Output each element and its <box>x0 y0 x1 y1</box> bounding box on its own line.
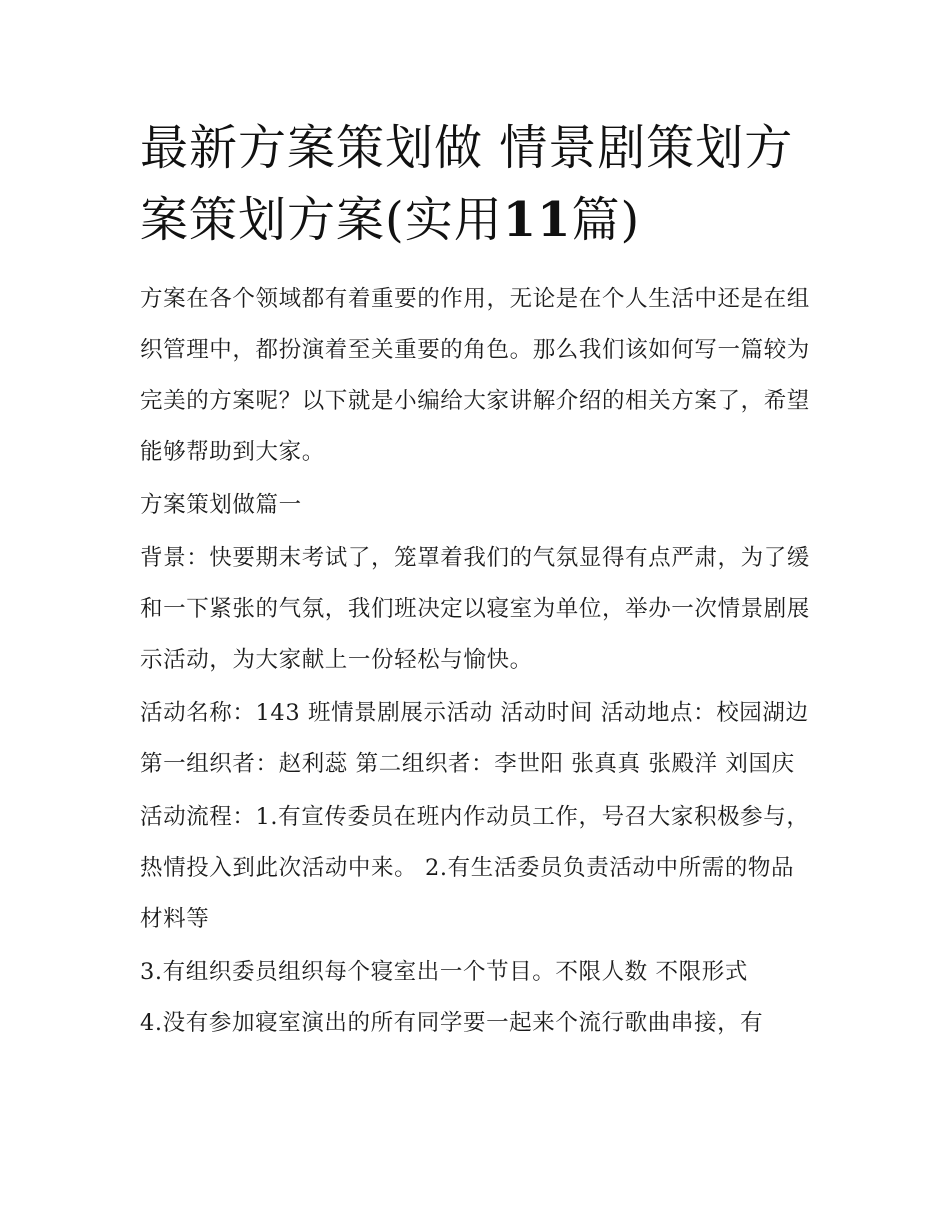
title-text-part1: 最新方案策划做 情景剧策划方案策划方案(实用 <box>140 120 794 248</box>
activity-info-paragraph: 活动名称：143 班情景剧展示活动 活动时间 活动地点：校园湖边 第一组织者：赵利蕊 第二组织者：李世阳 张真真 张殿洋 刘国庆 <box>140 700 809 777</box>
step-4-paragraph: 4.没有参加寝室演出的所有同学要一起来个流行歌曲串接，有 <box>140 1010 764 1036</box>
title-number: 11 <box>502 192 572 248</box>
document-body <box>140 112 820 1049</box>
document-title <box>140 112 820 256</box>
section-heading: 方案策划做篇一 <box>140 492 302 518</box>
background-paragraph: 背景：快要期末考试了，笼罩着我们的气氛显得有点严肃，为了缓和一下紧张的气氛，我们班决定以寝室为单位，举办一次情景剧展示活动，为大家献上一份轻松与愉快。 <box>140 545 810 673</box>
process-paragraph: 活动流程：1.有宣传委员在班内作动员工作，号召大家积极参与，热情投入到此次活动中来。 2.有生活委员负责活动中所需的物品 材料等 <box>140 804 810 932</box>
step-3-paragraph: 3.有组织委员组织每个寝室出一个节目。不限人数 不限形式 <box>140 959 748 985</box>
title-text-part2: 篇) <box>571 192 641 248</box>
intro-paragraph: 方案在各个领域都有着重要的作用，无论是在个人生活中还是在组织管理中，都扮演着至关重要的角色。那么我们该如何写一篇较为完美的方案呢？以下就是小编给大家讲解介绍的相关方案了，希望能够帮助到大家。 <box>140 286 810 465</box>
